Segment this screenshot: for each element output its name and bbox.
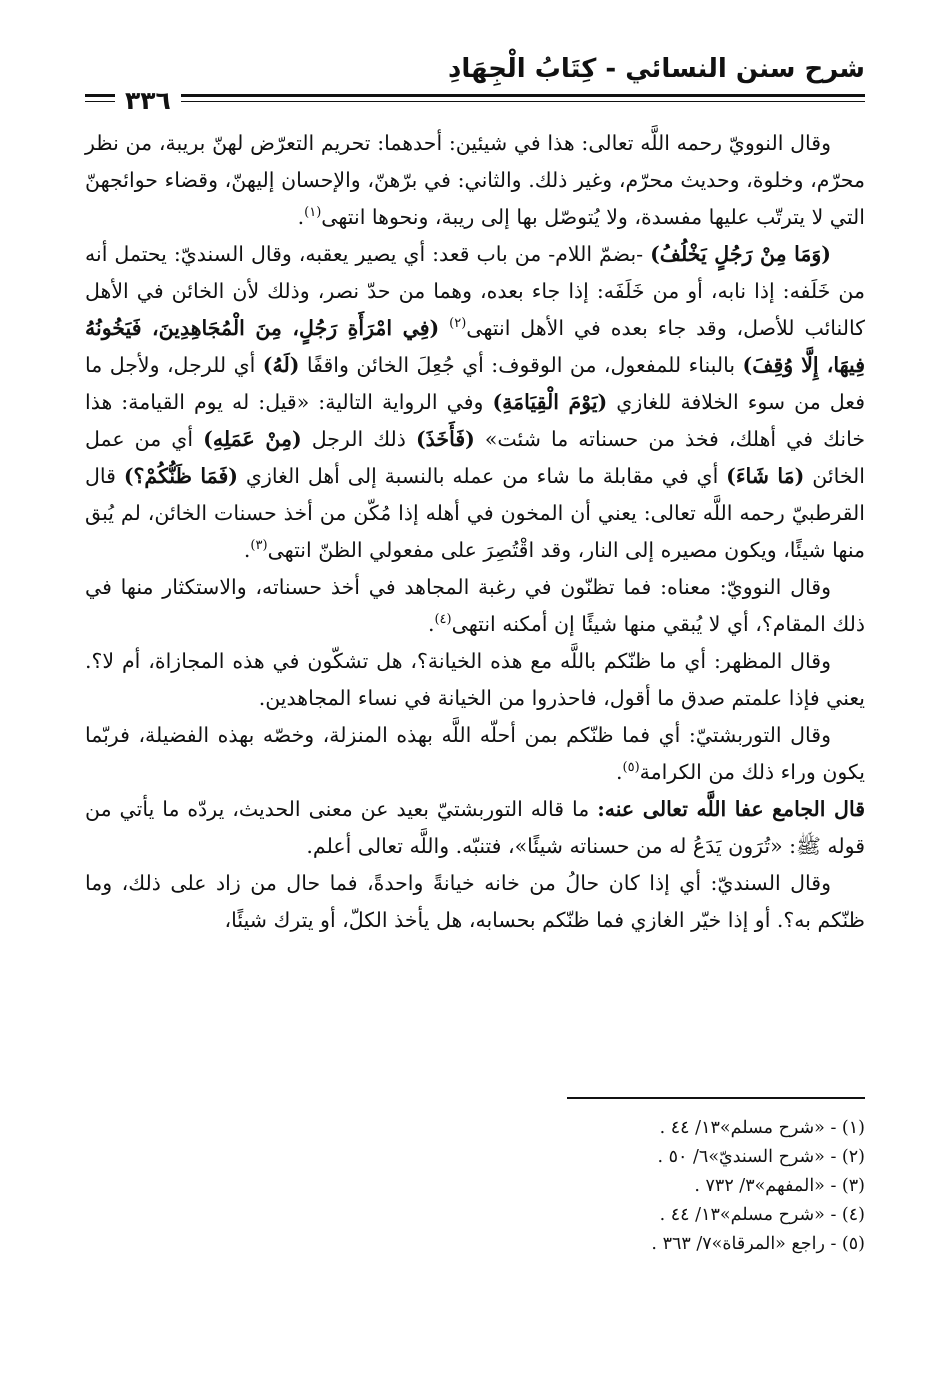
bold-text: (مِنْ عَمَلِهِ)	[203, 427, 302, 451]
text-run: وقال النوويّ رحمه اللَّه تعالى: هذا في شيئين: أحدهما: تحريم التعرّض لهنّ بريبة، من نظر محرّم، وخلوة، وحديث محرّم، وغير ذلك. والثاني: في برّهنّ، والإحسان إليهنّ، وقضاء حوائجهنّ التي لا يترتّب عليها مفسدة، ولا يُتوصّل بها إلى ريبة، ونحوها انتهى	[85, 131, 865, 229]
text-run: .	[427, 612, 435, 636]
text-run: أي في مقابلة ما شاء من عمله بالنسبة إلى أهل الغازي	[238, 464, 727, 488]
page-header	[85, 46, 865, 115]
text-run: بالبناء للمفعول، من الوقوف: أي جُعِلَ الخائن واقفًا	[299, 353, 743, 377]
footnote-marker: (٣)	[250, 538, 268, 554]
footnote-marker: (١)	[304, 205, 322, 221]
text-run: أي من عمل الخائن	[85, 427, 866, 488]
footnote-separator	[567, 1097, 865, 1099]
bold-text: (فَمَا ظَنُّكُمْ؟)	[123, 464, 239, 488]
running-title: شرح سنن النسائي - كِتَابُ الْجِهَادِ	[448, 54, 865, 84]
bold-text: (فَأَخَذَ)	[415, 427, 475, 451]
text-run	[439, 316, 449, 340]
footnote-marker: (٤)	[434, 612, 452, 628]
bold-text: قال الجامع عفا اللَّه تعالى عنه:	[597, 797, 865, 821]
bold-text: (فِي امْرَأَةِ رَجُلٍ، مِنَ الْمُجَاهِدِينَ، فَيَخُونُهُ فِيهَا، إِلَّا وُقِفَ)	[85, 316, 866, 377]
footnote-marker: (٢)	[449, 316, 467, 332]
text-run: وقال التوربشتيّ: أي فما ظنّكم بمن أحلّه اللَّه بهذه المنزلة، وخصّه بهذه الفضيلة، فربّما يكون وراء ذلك من الكرامة	[85, 723, 865, 784]
footnotes	[85, 1114, 865, 1259]
bold-text: (مَا شَاءَ)	[726, 464, 805, 488]
text-run: قال القرطبيّ رحمه اللَّه تعالى: يعني أن المخون في أهله إذا مُكّن من أخذ حسنات الخائن، لم يُبق منها شيئًا، ويكون مصيره إلى النار، وقد اقْتُصِرَ على مفعولي الظنّ انتهى	[85, 464, 865, 562]
text-run: أي للرجل، ولأجل ما فعل من سوء الخلافة للغازي	[85, 353, 865, 414]
text-run: ذلك الرجل	[301, 427, 416, 451]
text-run: وقال النوويّ: معناه: فما تظنّون في رغبة المجاهد في أخذ حسناته، والاستكثار منها في ذلك المقام؟، أي لا يُبقي منها شيئًا إن أمكنه انتهى	[85, 575, 865, 636]
bold-text: (يَوْمَ الْقِيَامَةِ)	[492, 390, 608, 414]
page-number: ٣٣٦	[115, 86, 181, 116]
header-rule	[85, 94, 865, 97]
text-run: .	[615, 760, 623, 784]
footnote-item: (٣) - «المفهم»٣/ ٧٣٢ .	[694, 1176, 865, 1196]
text-run: -بضمّ اللام- من باب قعد: أي يصير يعقبه، وقال السنديّ: يحتمل أنه من خَلَفه: إذا نابه، أو من خَلَفَه: إذا جاء بعده، وهما من حدّ نصر، وذلك لأن الخائن في الأهل كالنائب للأصل، وقد جاء بعده في الأهل انتهى	[85, 242, 865, 340]
text-run: وقال السنديّ: أي إذا كان حالُ من خانه خيانةً واحدةً، فما حال من زاد على ذلك، وما ظنّكم به؟. أو إذا خيّر الغازي فما ظنّكم بحسابه، هل يأخذ الكلّ، أو يترك شيئًا،	[85, 871, 865, 932]
paragraph	[85, 236, 865, 569]
footnote-item: (٢) - «شرح السنديّ»٦/ ٥٠ .	[657, 1147, 865, 1167]
text-run: وقال المظهر: أي ما ظنّكم باللَّه مع هذه الخيانة؟، هل تشكّون في هذه المجازاة، أم لا؟. يعني فإذا علمتم صدق ما أقول، فاحذروا من الخيانة في نساء المجاهدين.	[85, 649, 865, 710]
paragraph	[85, 865, 865, 939]
text-run: وفي الرواية التالية: «قيل: له يوم القيامة: هذا خانك في أهلك، فخذ من حسناته ما شئت»	[85, 390, 865, 451]
paragraph	[85, 717, 865, 791]
header-rule-thin	[85, 101, 865, 102]
paragraph	[85, 643, 865, 717]
paragraph	[85, 791, 865, 865]
footnote-marker: (٥)	[622, 760, 640, 776]
text-run: .	[243, 538, 251, 562]
bold-text: (وَمَا مِنْ رَجُلٍ يَخْلُفُ)	[650, 242, 831, 266]
text-run: .	[297, 205, 305, 229]
body-text	[85, 125, 865, 939]
paragraph	[85, 125, 865, 236]
bold-text: (لَهُ)	[262, 353, 300, 377]
text-run: ما قاله التوربشتيّ بعيد عن معنى الحديث، يردّه ما يأتي من قوله ﷺ: «تُرَون يَدَعُ له من حسناته شيئًا»، فتنبّه. واللَّه تعالى أعلم.	[85, 797, 865, 858]
footnote-item: (٥) - راجع «المرقاة»٧/ ٣٦٣ .	[651, 1234, 865, 1254]
footnote-item: (١) - «شرح مسلم»١٣/ ٤٤ .	[659, 1118, 865, 1138]
footnote-item: (٤) - «شرح مسلم»١٣/ ٤٤ .	[659, 1205, 865, 1225]
paragraph	[85, 569, 865, 643]
